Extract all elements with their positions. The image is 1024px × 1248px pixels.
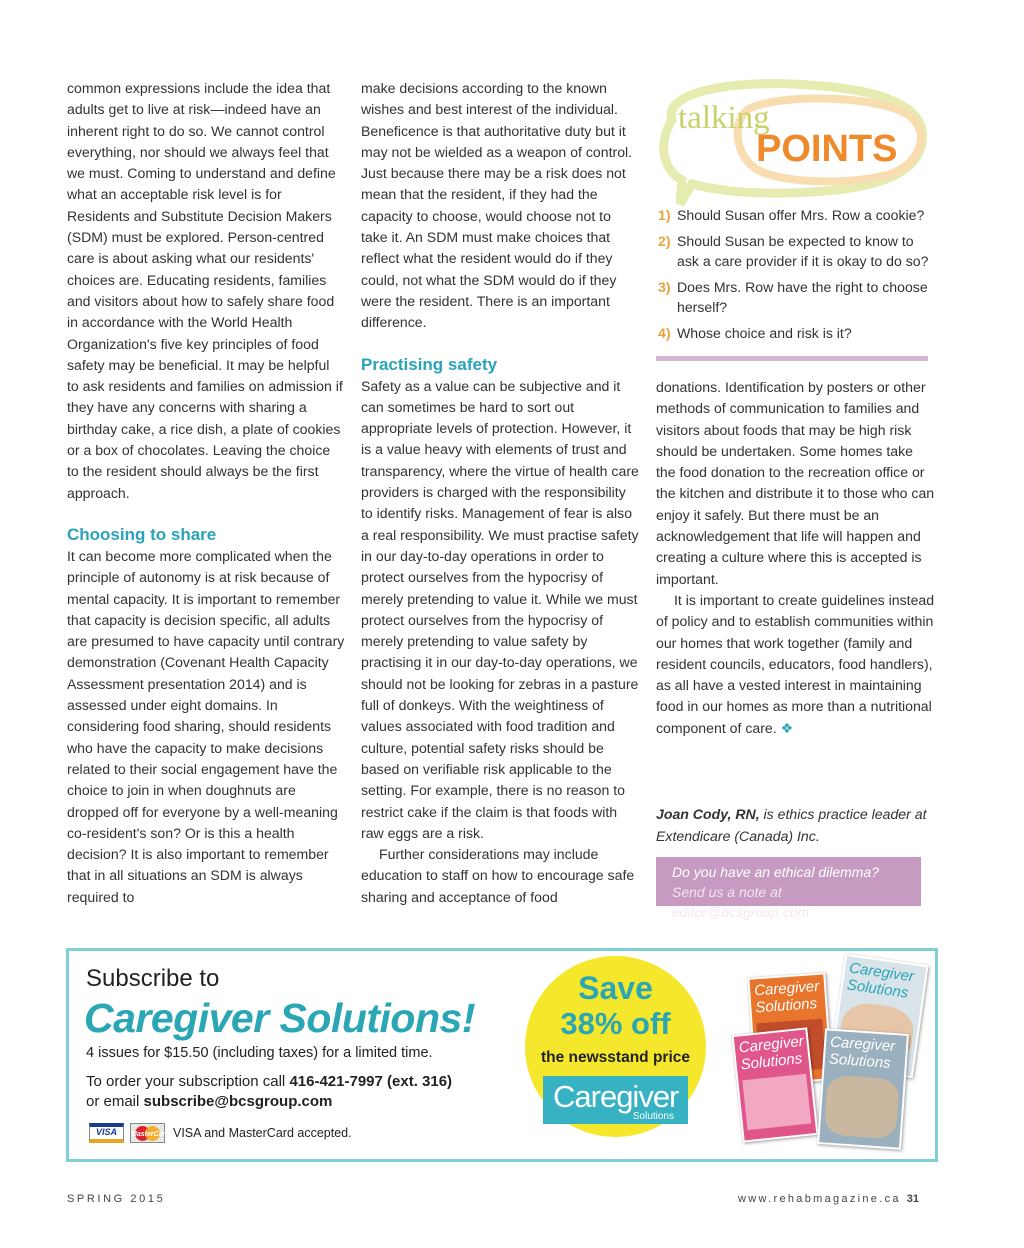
issue-season: SPRING 2015 [67,1193,166,1205]
ethical-dilemma-box: Do you have an ethical dilemma? Send us a note at editor@bcsgroup.com [656,857,921,906]
discount-label: 38% off [560,1006,671,1041]
list-item: 3) Does Mrs. Row have the right to choose herself? [658,279,928,315]
payment-cards [89,1123,352,1143]
caregiver-logo: Caregiver Solutions [543,1076,688,1124]
visa-icon: VISA [89,1123,124,1143]
body-paragraph: common expressions include the idea that adults get to live at risk—indeed have an inherent right to do so. We cannot control everything, nor should we always feel that we must. Coming to understand and define what an acceptable risk level is for Residents and Substitute Decision Makers (SDM) must be explored. Person-centred care is about asking what our residents' choices are. Educating residents, families and visitors about how to safely share food in accordance with the World Health Organization's five key principles of food safety may be beneficial. It may be helpful to ask residents and families on admission if they have any concerns with sharing a birthday cake, a rice dish, a plate of cookies or a box of chocolates. Leaving the choice to the resident should always be the first approach. [67,80,343,501]
subscribe-to-label: Subscribe to [86,965,220,992]
phone-number[interactable]: 416-421-7997 (ext. 316) [289,1073,453,1090]
cards-accepted-label: VISA and MasterCard accepted. [173,1126,352,1140]
body-paragraph: It is important to create guidelines instead of policy and to establish communities within our homes that work together (family and resident councils, educators, food handlers), as all have a vested interest in maintaining food in our homes as more than a nutritional component of care. ❖ [656,591,935,736]
subscribe-offer: 4 issues for $15.50 (including taxes) for a limited time. [86,1045,433,1061]
column-2 [361,78,641,908]
body-paragraph: It can become more complicated when the principle of autonomy is at risk because of mental capacity. It is important to remember that capacity is decision specific, all adults are presumed to have capacity until contrary demonstration (Covenant Health Capacity Assessment presentation 2014) and is assessed under eight domains. In considering food sharing, should residents who have the capacity to make decisions related to their social engagement have the choice to join in when doughnuts are dropped off for everyone by a well-meaning co-resident's son? Or is this a health decision? It is also important to remember that in all situations an SDM is always required to [67,547,345,905]
author-byline: Joan Cody, RN, is ethics practice leader at Extendicare (Canada) Inc. [656,806,927,844]
points-word: POINTS [756,128,898,170]
savings-badge [525,956,706,1137]
dilemma-email-link[interactable]: Send us a note at editor@bcsgroup.com [672,884,810,920]
body-paragraph: Further considerations may include education to staff on how to encourage safe sharing and acceptance of food [361,846,635,905]
column-3 [656,377,936,739]
save-label: Save [578,970,653,1006]
column-1 [67,78,345,908]
end-mark-icon: ❖ [780,719,794,736]
subscribe-title: Caregiver Solutions! [84,995,475,1041]
magazine-cover: Caregiver Solutions [829,954,928,1079]
body-paragraph: donations. Identification by posters or other methods of communication to families and visitors about foods that may be high risk should be undertaken. Some homes take the food donation to the recreation office or the kitchen and distribute it to those who can enjoy it safely. But there must be an acknowledgement that life will happen and creating a culture where this is accepted is important. [656,379,935,587]
section-heading-practising: Practising safety [361,354,498,374]
list-item: 1) Should Susan offer Mrs. Row a cookie? [658,207,925,223]
footer-site [738,1193,919,1205]
subscribe-ad [66,948,938,1162]
divider [656,356,928,361]
body-paragraph: make decisions according to the known wishes and best interest of the individual. Beneficence is that authoritative duty but it may not be wielded as a weapon of control. Just because there may be a risk does not mean that the resident, if they had the capacity to choose, would choose not to take it. An SDM must make choices that reflect what the resident would do if they could, not what the SDM would do if they were the resident. There is an important difference. [361,80,633,331]
list-item: 4) Whose choice and risk is it? [658,325,852,341]
site-link[interactable]: www.rehabmagazine.ca [738,1193,901,1205]
talking-points-list [658,205,938,349]
talking-word: talking [678,100,770,136]
subscribe-order-info: To order your subscription call 416-421-7997 (ext. 316) or email subscribe@bcsgroup.com [86,1073,453,1110]
talking-points-bubble [652,80,937,208]
body-paragraph: Safety as a value can be subjective and it can sometimes be hard to sort out appropriate levels of protection. However, it is a value heavy with elements of trust and transparency, where the virtue of health care providers is charged with the responsibility to identify risks. Management of fear is also a real responsibility. We must practise safety in our day-to-day operations in order to protect ourselves from the hypocrisy of merely pretending to value it. While we must protect ourselves from the hypocrisy of merely pretending to value safety by practising it in our day-to-day operations, we should not be looking for zebras in a pasture full of donkeys. With the weightiness of values associated with food tradition and culture, potential safety risks should be based on verifiable risk applicable to the setting. For example, there is no reason to restrict cake if the claim is that foods with raw eggs are a risk. [361,377,639,841]
list-item: 2) Should Susan be expected to know to ask a care provider if it is okay to do so? [658,233,929,269]
subscribe-email-link[interactable]: subscribe@bcsgroup.com [143,1093,333,1110]
magazine-cover: Caregiver Solutions [732,1027,819,1142]
magazine-covers [737,953,937,1161]
magazine-cover: Caregiver Solutions [747,972,832,1085]
section-heading-choosing: Choosing to share [67,524,217,544]
page-number: 31 [906,1193,920,1205]
newsstand-label: the newsstand price [540,1049,690,1066]
magazine-cover: Caregiver Solutions [817,1028,909,1150]
mastercard-icon: MasterCard [130,1123,165,1143]
